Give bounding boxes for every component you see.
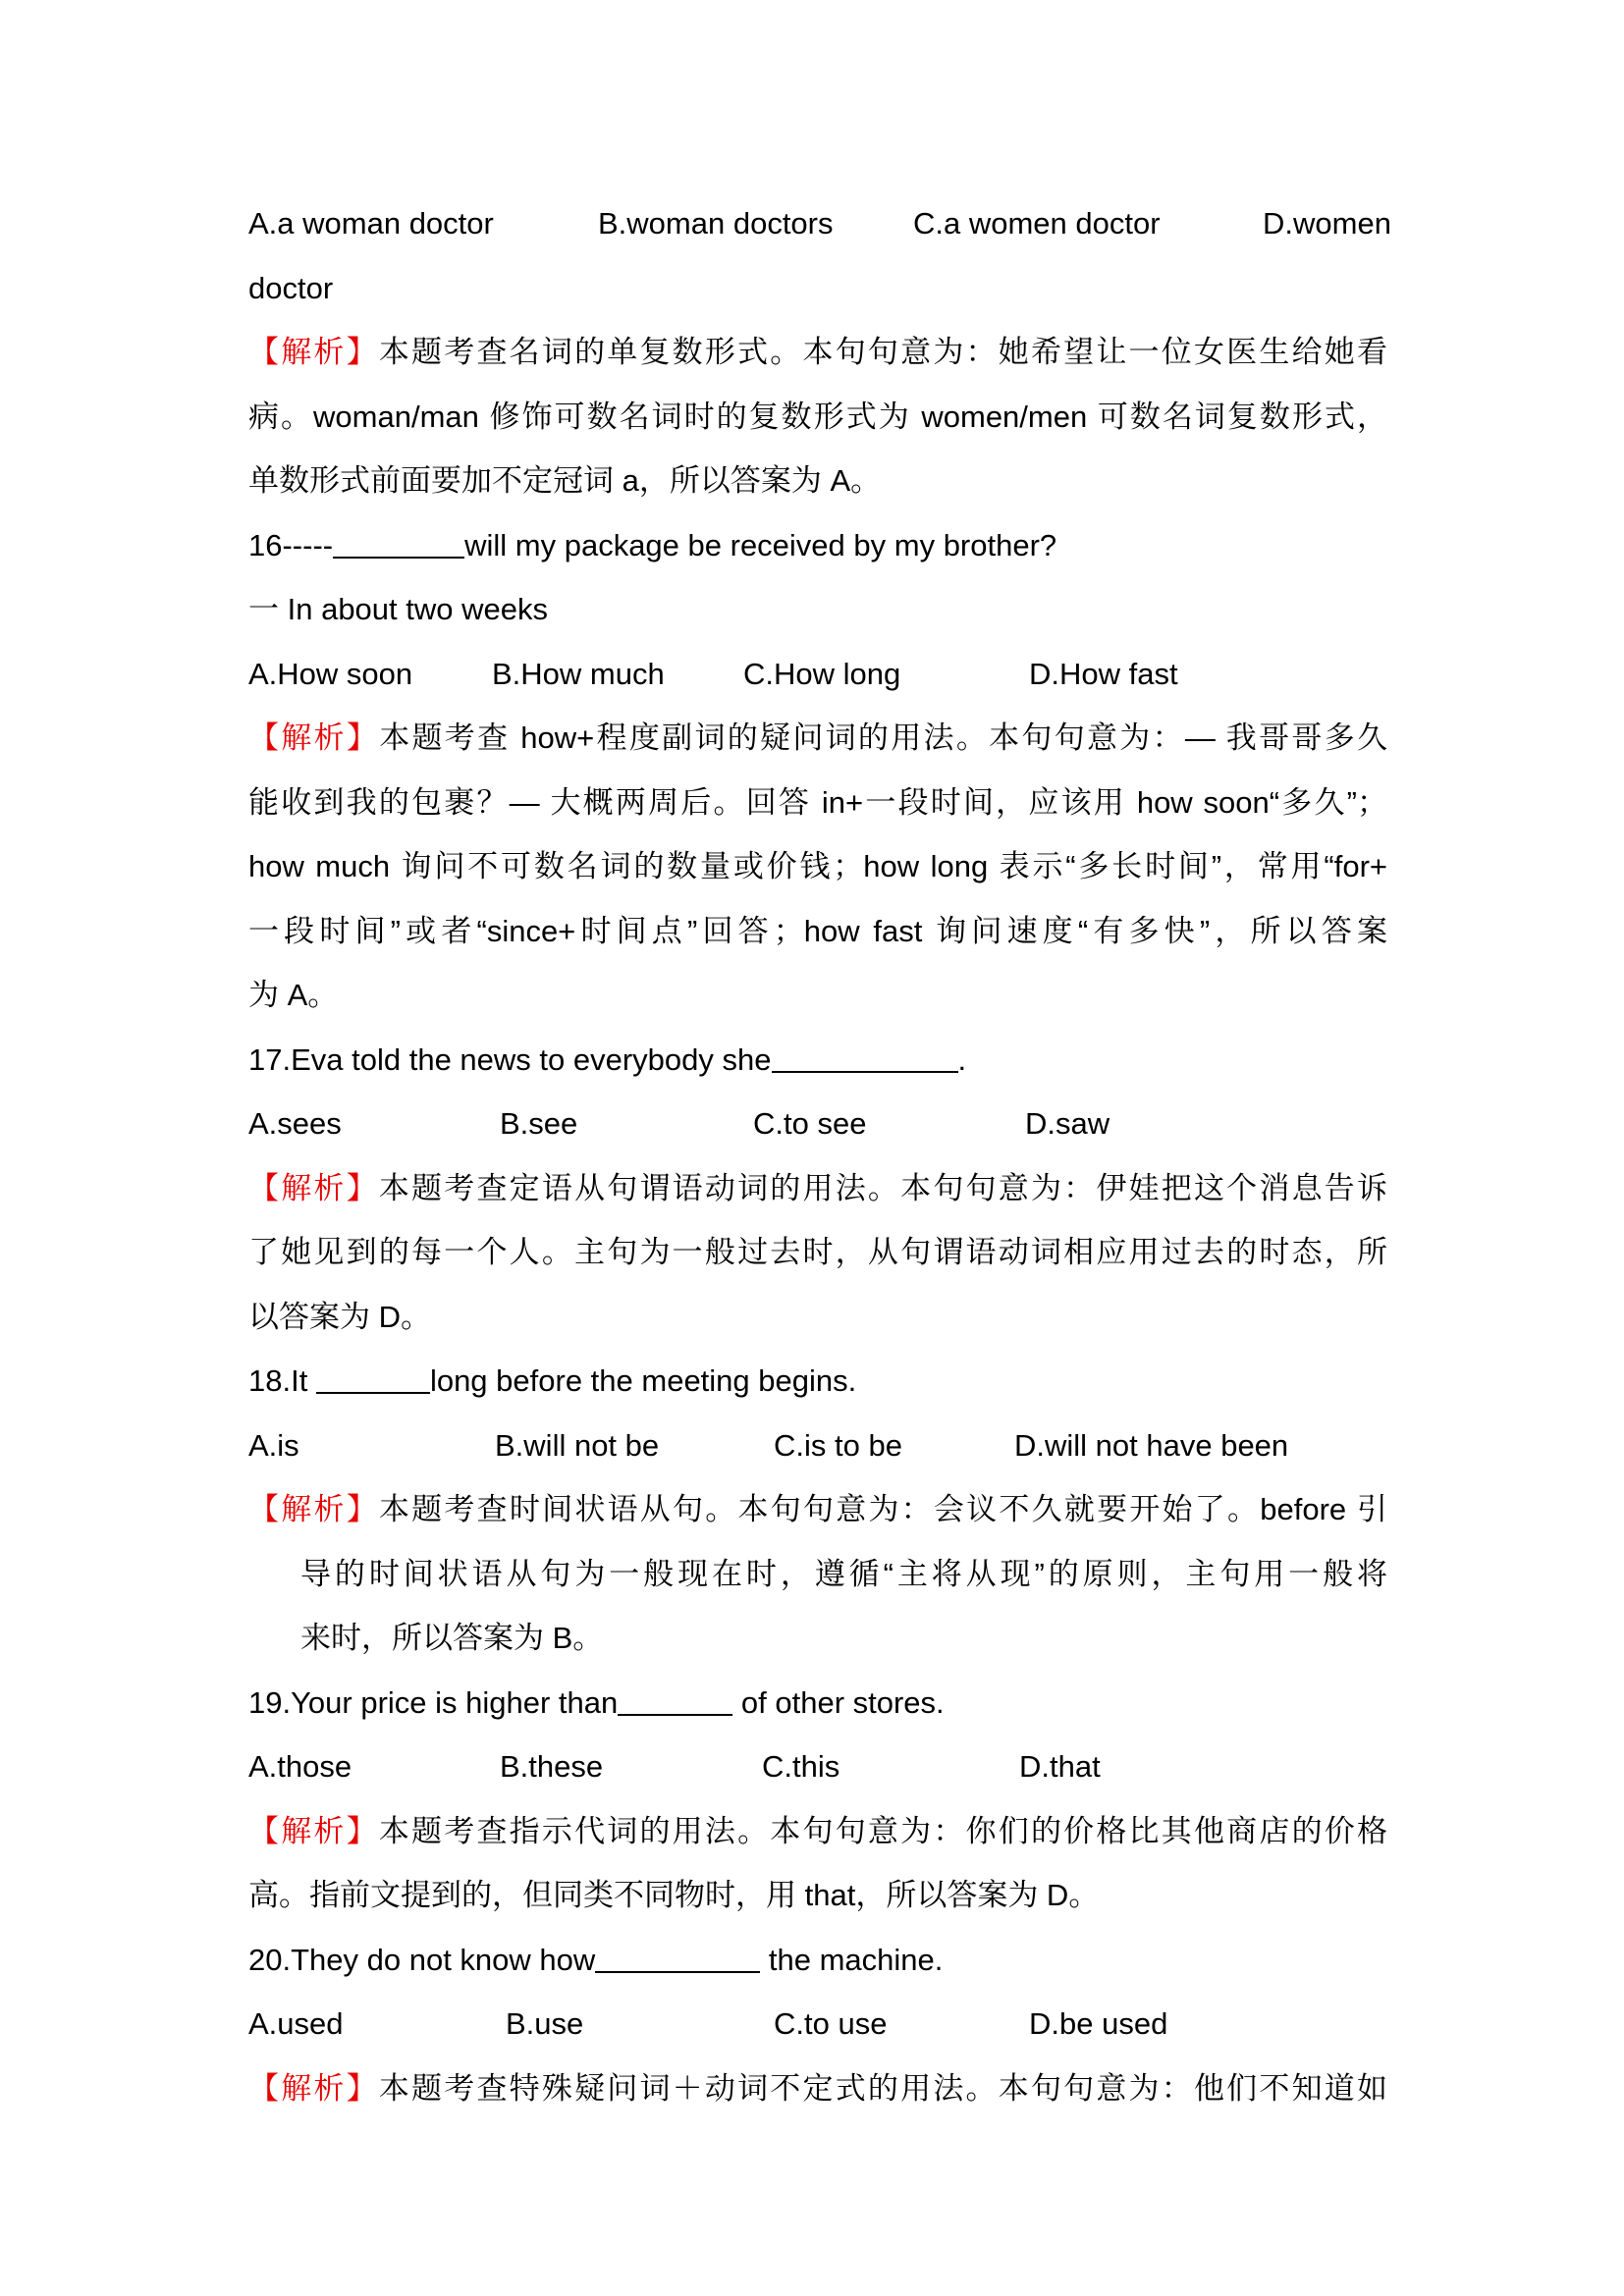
stem-after: the machine. bbox=[760, 1942, 944, 1977]
analysis-label: 【解析】 bbox=[248, 2070, 379, 2106]
options-row bbox=[248, 1735, 1387, 1799]
analysis-line bbox=[248, 1477, 1387, 1542]
analysis-line: 单数形式前面要加不定冠词 a，所以答案为 A。 bbox=[248, 463, 882, 498]
analysis-label: 【解析】 bbox=[248, 1170, 379, 1205]
stem-before: 19.Your price is higher than bbox=[248, 1684, 619, 1720]
options-row bbox=[248, 1092, 1387, 1156]
analysis-line: 病。woman/man 修饰可数名词时的复数形式为 women/men 可数名词复数形式， bbox=[248, 399, 1387, 434]
option-c: C.this bbox=[762, 1749, 840, 1784]
analysis-text: 本题考查定语从句谓语动词的用法。本句句意为：伊娃把这个消息告诉 bbox=[378, 1170, 1388, 1205]
analysis-line: 以答案为 D。 bbox=[248, 1299, 431, 1334]
options-row bbox=[248, 642, 1387, 707]
question-18 bbox=[248, 1349, 1387, 1671]
stem-after: of other stores. bbox=[732, 1684, 945, 1720]
question-17 bbox=[248, 1028, 1387, 1350]
analysis-line: how much 询问不可数名词的数量或价钱；how long 表示“多长时间”，常用“for+ bbox=[248, 849, 1387, 883]
dialogue-reply: 一 In about two weeks bbox=[248, 592, 548, 626]
option-c: C.to use bbox=[774, 2006, 888, 2041]
answer-blank bbox=[316, 1391, 430, 1394]
option-b: B.see bbox=[500, 1106, 578, 1141]
stem-before: 20.They do not know how bbox=[248, 1942, 596, 1977]
question-20 bbox=[248, 1928, 1387, 2121]
answer-blank bbox=[618, 1713, 732, 1716]
option-b: B.use bbox=[506, 2006, 584, 2041]
option-d: D.will not have been bbox=[1014, 1427, 1289, 1463]
option-d: D.How fast bbox=[1029, 656, 1178, 691]
option-d: D.saw bbox=[1025, 1106, 1110, 1141]
options-row bbox=[248, 1414, 1387, 1478]
analysis-line: 导的时间状语从句为一般现在时，遵循“主将从现”的原则，主句用一般将 bbox=[300, 1556, 1387, 1591]
option-a: A.those bbox=[248, 1749, 352, 1784]
option-d: D.women bbox=[1263, 206, 1391, 240]
analysis-text: 本题考查 how+程度副词的疑问词的用法。本句句意为：— 我哥哥多久 bbox=[379, 721, 1387, 755]
option-d: D.be used bbox=[1029, 2006, 1168, 2041]
analysis-line: 来时，所以答案为 B。 bbox=[300, 1621, 604, 1655]
analysis-line: 一段时间”或者“since+时间点”回答；how fast 询问速度“有多快”，所以答案 bbox=[248, 913, 1387, 948]
option-d: D.that bbox=[1019, 1749, 1101, 1784]
option-b: B.How much bbox=[492, 656, 665, 691]
answer-blank bbox=[772, 1070, 958, 1073]
analysis-line bbox=[248, 706, 1387, 771]
analysis-line bbox=[248, 1156, 1387, 1221]
analysis-text: 本题考查名词的单复数形式。本句句意为：她希望让一位女医生给她看 bbox=[378, 335, 1388, 369]
analysis-line: 能收到我的包裹？— 大概两周后。回答 in+一段时间，应该用 how soon“多久”； bbox=[248, 784, 1387, 820]
analysis-line bbox=[248, 2056, 1387, 2121]
question-stem bbox=[248, 513, 1387, 578]
stem-after: long before the meeting begins. bbox=[429, 1363, 857, 1398]
analysis-text: 本题考查特殊疑问词＋动词不定式的用法。本句句意为：他们不知道如 bbox=[378, 2070, 1388, 2106]
question-stem bbox=[248, 1349, 1387, 1414]
option-b: B.will not be bbox=[495, 1427, 660, 1463]
option-c: C.is to be bbox=[774, 1427, 902, 1463]
analysis-line: 为 A。 bbox=[248, 978, 339, 1012]
question-19 bbox=[248, 1671, 1387, 1928]
analysis-line: 高。指前文提到的，但同类不同物时，用 that，所以答案为 D。 bbox=[248, 1878, 1100, 1912]
stem-before: 18.It bbox=[248, 1363, 316, 1398]
option-c: C.to see bbox=[753, 1106, 867, 1141]
options-row bbox=[248, 191, 1391, 256]
analysis-line bbox=[248, 1799, 1387, 1864]
stem-before: 17.Eva told the news to everybody she bbox=[248, 1041, 772, 1077]
analysis-line bbox=[248, 320, 1387, 385]
analysis-label: 【解析】 bbox=[248, 1492, 379, 1526]
answer-blank bbox=[595, 1970, 760, 1973]
options-row bbox=[248, 1992, 1387, 2056]
answer-blank bbox=[333, 556, 464, 559]
analysis-label: 【解析】 bbox=[248, 1813, 379, 1848]
option-c: C.a women doctor bbox=[913, 206, 1161, 240]
option-d-continued: doctor bbox=[248, 270, 334, 305]
analysis-label: 【解析】 bbox=[248, 335, 379, 369]
analysis-line: 了她见到的每一个人。主句为一般过去时，从句谓语动词相应用过去的时态，所 bbox=[248, 1235, 1387, 1269]
question-stem bbox=[248, 1671, 1387, 1735]
analysis-label: 【解析】 bbox=[248, 721, 380, 755]
option-a: A.is bbox=[248, 1427, 299, 1463]
question-stem bbox=[248, 1028, 1387, 1093]
analysis-text: 本题考查指示代词的用法。本句句意为：你们的价格比其他商店的价格 bbox=[378, 1813, 1388, 1848]
question-16 bbox=[248, 513, 1387, 1028]
option-a: A.sees bbox=[248, 1106, 342, 1141]
question-stem bbox=[248, 1928, 1387, 1993]
option-a: A.How soon bbox=[248, 656, 413, 691]
analysis-text: 本题考查时间状语从句。本句句意为：会议不久就要开始了。before 引 bbox=[378, 1492, 1387, 1526]
stem-after: will my package be received by my brother? bbox=[464, 527, 1057, 562]
stem-before: 16----- bbox=[248, 527, 334, 562]
option-b: B.these bbox=[500, 1749, 604, 1784]
option-b: B.woman doctors bbox=[598, 206, 834, 240]
question-15 bbox=[248, 191, 1391, 513]
option-a: A.a woman doctor bbox=[248, 206, 494, 240]
stem-after: . bbox=[957, 1041, 967, 1077]
option-c: C.How long bbox=[743, 656, 901, 691]
document-page bbox=[248, 191, 1391, 2120]
option-a: A.used bbox=[248, 2006, 344, 2041]
